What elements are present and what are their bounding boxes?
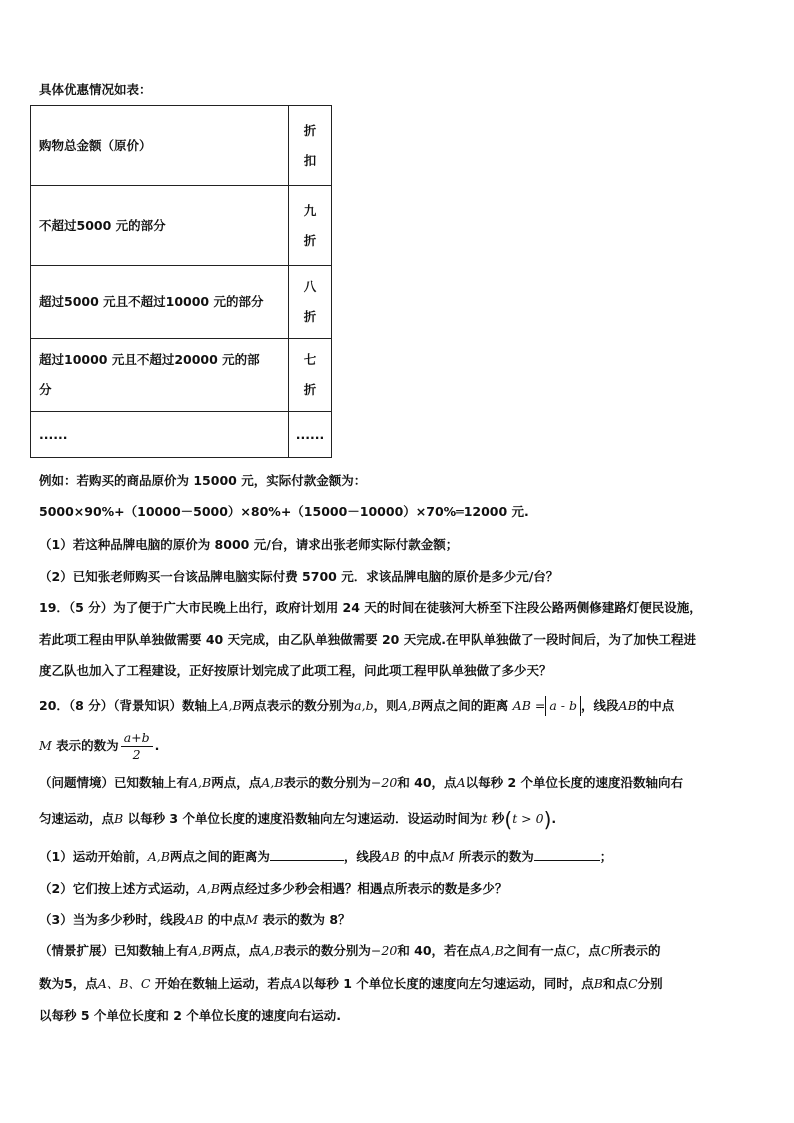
table-row (31, 339, 332, 412)
table-cell-discount: 八 折 (289, 266, 332, 339)
example-line-1: 例如：若购买的商品原价为 15000 元，实际付款金额为： (39, 473, 367, 488)
q20-part3: （3）当为多少秒时，线段AB 的中点M 表示的数为 8？ (39, 912, 351, 927)
table-row (31, 412, 332, 458)
table-cell-range: 超过5000 元且不超过10000 元的部分 (31, 266, 289, 339)
table-cell-discount: 九 折 (289, 186, 332, 266)
q20-line-1: 20．（8 分）（背景知识）数轴上A,B两点表示的数分别为a,b，则A,B两点之间的距离 AB = a - b ，线段AB的中点 (39, 696, 674, 716)
table-row (31, 106, 332, 186)
discount-table (30, 105, 332, 458)
q20-part2: （2）它们按上述方式运动，A,B两点经过多少秒会相遇？相遇点所表示的数是多少？ (39, 881, 508, 896)
table-cell-range: 购物总金额（原价） (31, 106, 289, 186)
intro-text: 具体优惠情况如表： (39, 82, 152, 97)
q20-line-3: （问题情境）已知数轴上有A,B两点，点A,B表示的数分别为−20和 40，点A以每秒 2 个单位长度的速度沿数轴向右 (39, 775, 683, 790)
q20-extension-line-2: 数为5，点A、B、C 开始在数轴上运动，若点A以每秒 1 个单位长度的速度向左匀速运动，同时，点B和点C分别 (39, 976, 663, 991)
midpoint-fraction: $\frac{a+b}{2}$ (121, 730, 153, 763)
q20-extension-line-3: 以每秒 5 个单位长度和 2 个单位长度的速度向右运动. (39, 1008, 342, 1023)
q18-part1: （1）若这种品牌电脑的原价为 8000 元/台，请求出张老师实际付款金额； (39, 537, 459, 552)
table-cell-discount: ...... (289, 412, 332, 458)
q20-line-2: M 表示的数为 $\frac{a+b}{2}$ . (39, 730, 160, 762)
q18-part2: （2）已知张老师购买一台该品牌电脑实际付费 5700 元．求该品牌电脑的原价是多少元/台？ (39, 569, 559, 584)
table-row (31, 186, 332, 266)
q20-line-4: 匀速运动，点B 以每秒 3 个单位长度的速度沿数轴向左匀速运动．设运动时间为t 秒(t > 0). (39, 807, 557, 832)
table-row (31, 266, 332, 339)
table-cell-discount: 折 扣 (289, 106, 332, 186)
answer-blank-1[interactable] (270, 848, 344, 861)
q20-extension-line-1: （情景扩展）已知数轴上有A,B两点，点A,B表示的数分别为−20和 40，若在点A,B之间有一点C，点C所表示的 (39, 943, 661, 958)
table-cell-discount: 七 折 (289, 339, 332, 412)
q19-line-2: 若此项工程由甲队单独做需要 40 天完成，由乙队单独做需要 20 天完成.在甲队单独做了一段时间后，为了加快工程进 (39, 632, 696, 647)
example-line-2: 5000×90%+（10000－5000）×80%+（15000－10000）×70%═12000 元. (39, 504, 529, 519)
table-cell-range: ...... (31, 412, 289, 458)
table-cell-range: 超过10000 元且不超过20000 元的部 分 (31, 339, 289, 412)
table-cell-range: 不超过5000 元的部分 (31, 186, 289, 266)
q20-part1: （1）运动开始前，A,B两点之间的距离为 ，线段AB 的中点M 所表示的数为 ； (39, 849, 613, 864)
answer-blank-2[interactable] (534, 848, 600, 861)
q19-line-3: 度乙队也加入了工程建设，正好按原计划完成了此项工程，问此项工程甲队单独做了多少天？ (39, 663, 552, 678)
q19-line-1: 19．（5 分）为了便于广大市民晚上出行，政府计划用 24 天的时间在徒骇河大桥至下注段公路两侧修建路灯便民设施， (39, 600, 702, 615)
